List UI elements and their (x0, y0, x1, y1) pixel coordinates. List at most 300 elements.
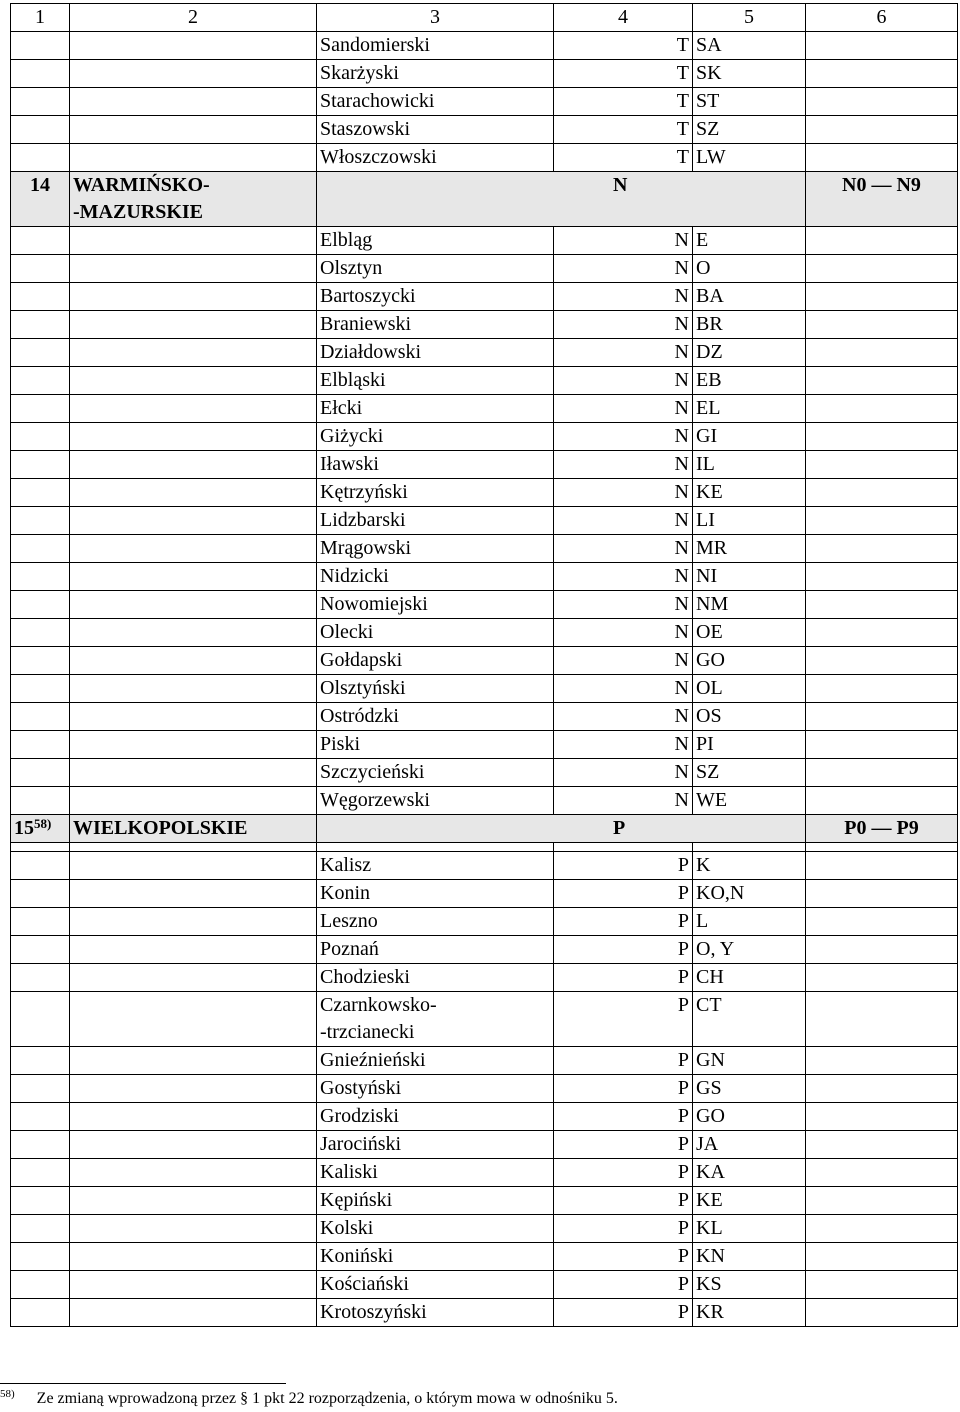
number-cell (11, 255, 70, 283)
table-row (11, 908, 958, 936)
table-row (11, 563, 958, 591)
number-cell (11, 703, 70, 731)
range-cell (806, 563, 958, 591)
spacer-cell (11, 843, 70, 852)
range-cell (806, 992, 958, 1047)
voivodeship-cell (70, 563, 317, 591)
county-name: Jarociński (317, 1131, 554, 1159)
county-name: Włoszczowski (317, 144, 554, 172)
voivodeship-range: P0 — P9 (806, 815, 958, 843)
county-code: SK (693, 60, 806, 88)
voivodeship-cell (70, 675, 317, 703)
range-cell (806, 395, 958, 423)
table-row (11, 227, 958, 255)
voivodeship-cell (70, 936, 317, 964)
voivodeship-cell (70, 647, 317, 675)
county-code: KR (693, 1299, 806, 1327)
table-row (11, 852, 958, 880)
region-letter: N (554, 255, 693, 283)
table-row (11, 1215, 958, 1243)
footnote (0, 1389, 618, 1409)
voivodeship-cell (70, 759, 317, 787)
range-cell (806, 1215, 958, 1243)
registration-codes-table (10, 3, 958, 1327)
spacer-cell (693, 843, 806, 852)
voivodeship-cell (70, 60, 317, 88)
region-letter: P (554, 1075, 693, 1103)
range-cell (806, 619, 958, 647)
county-name: Olsztyński (317, 675, 554, 703)
range-cell (806, 88, 958, 116)
range-cell (806, 32, 958, 60)
table-row (11, 675, 958, 703)
county-code: SZ (693, 116, 806, 144)
county-code: KL (693, 1215, 806, 1243)
range-cell (806, 1103, 958, 1131)
region-letter: N (554, 479, 693, 507)
county-name: Olecki (317, 619, 554, 647)
county-code: OL (693, 675, 806, 703)
table-row (11, 703, 958, 731)
table-row (11, 936, 958, 964)
region-letter: T (554, 144, 693, 172)
county-name: Chodzieski (317, 964, 554, 992)
county-name: Mrągowski (317, 535, 554, 563)
county-name: Staszowski (317, 116, 554, 144)
county-name: Kalisz (317, 852, 554, 880)
number-cell (11, 852, 70, 880)
voivodeship-cell (70, 1243, 317, 1271)
county-name: Olsztyn (317, 255, 554, 283)
county-code: MR (693, 535, 806, 563)
voivodeship-cell (70, 367, 317, 395)
range-cell (806, 283, 958, 311)
region-letter: N (554, 563, 693, 591)
voivodeship-cell (70, 339, 317, 367)
county-code: E (693, 227, 806, 255)
table-row (11, 144, 958, 172)
voivodeship-number-text: 15 (14, 817, 34, 839)
table-row (11, 451, 958, 479)
region-letter: N (554, 423, 693, 451)
county-name: Elbląg (317, 227, 554, 255)
county-code: PI (693, 731, 806, 759)
table-row (11, 1103, 958, 1131)
table-row (11, 1131, 958, 1159)
region-letter: N (554, 619, 693, 647)
table-row (11, 395, 958, 423)
voivodeship-cell (70, 255, 317, 283)
region-letter: N (554, 367, 693, 395)
county-name: Koniński (317, 1243, 554, 1271)
table-row (11, 759, 958, 787)
county-code: OE (693, 619, 806, 647)
range-cell (806, 1075, 958, 1103)
table-row (11, 1187, 958, 1215)
range-cell (806, 1159, 958, 1187)
region-letter: N (554, 311, 693, 339)
voivodeship-name-line2: -MAZURSKIE (73, 201, 204, 223)
county-code: JA (693, 1131, 806, 1159)
spacer-row (11, 843, 958, 852)
number-cell (11, 992, 70, 1047)
region-letter: T (554, 116, 693, 144)
region-letter: P (554, 880, 693, 908)
county-name: Gostyński (317, 1075, 554, 1103)
region-letter: N (554, 787, 693, 815)
county-code: GS (693, 1075, 806, 1103)
county-name: Kościański (317, 1271, 554, 1299)
voivodeship-cell (70, 1187, 317, 1215)
county-name (317, 992, 554, 1047)
region-letter: N (554, 451, 693, 479)
spacer-cell (554, 843, 693, 852)
range-cell (806, 964, 958, 992)
table-row (11, 507, 958, 535)
voivodeship-cell (70, 451, 317, 479)
table-row (11, 116, 958, 144)
number-cell (11, 591, 70, 619)
number-cell (11, 563, 70, 591)
county-code: LW (693, 144, 806, 172)
range-cell (806, 367, 958, 395)
county-code: CT (693, 992, 806, 1047)
county-code: KE (693, 479, 806, 507)
number-cell (11, 1299, 70, 1327)
county-name: Skarżyski (317, 60, 554, 88)
col-number-6: 6 (806, 4, 958, 32)
county-name: Gołdapski (317, 647, 554, 675)
number-cell (11, 283, 70, 311)
voivodeship-cell (70, 507, 317, 535)
table-row (11, 619, 958, 647)
region-letter: N (554, 759, 693, 787)
voivodeship-letter: P (317, 815, 806, 843)
county-name: Sandomierski (317, 32, 554, 60)
number-cell (11, 1187, 70, 1215)
spacer-cell (317, 843, 554, 852)
county-name: Braniewski (317, 311, 554, 339)
range-cell (806, 675, 958, 703)
range-cell (806, 1131, 958, 1159)
county-code: NM (693, 591, 806, 619)
voivodeship-cell (70, 1215, 317, 1243)
county-name: Węgorzewski (317, 787, 554, 815)
range-cell (806, 479, 958, 507)
region-letter: T (554, 88, 693, 116)
county-code: L (693, 908, 806, 936)
county-name: Krotoszyński (317, 1299, 554, 1327)
voivodeship-cell (70, 423, 317, 451)
voivodeship-row-14 (11, 172, 958, 227)
county-code: SZ (693, 759, 806, 787)
region-letter: P (554, 1299, 693, 1327)
number-cell (11, 1131, 70, 1159)
col-number-1: 1 (11, 4, 70, 32)
voivodeship-cell (70, 1131, 317, 1159)
table-row (11, 311, 958, 339)
county-name: Kaliski (317, 1159, 554, 1187)
number-cell (11, 1159, 70, 1187)
county-code: KS (693, 1271, 806, 1299)
voivodeship-row-15 (11, 815, 958, 843)
voivodeship-cell (70, 88, 317, 116)
voivodeship-cell (70, 227, 317, 255)
range-cell (806, 507, 958, 535)
county-code: WE (693, 787, 806, 815)
number-cell (11, 731, 70, 759)
county-code: K (693, 852, 806, 880)
region-letter: T (554, 32, 693, 60)
range-cell (806, 1047, 958, 1075)
range-cell (806, 1243, 958, 1271)
footnote-separator (0, 1383, 286, 1384)
range-cell (806, 759, 958, 787)
county-code: NI (693, 563, 806, 591)
voivodeship-cell (70, 703, 317, 731)
county-name: Kętrzyński (317, 479, 554, 507)
county-code: KO,N (693, 880, 806, 908)
county-name: Ełcki (317, 395, 554, 423)
county-code: KN (693, 1243, 806, 1271)
range-cell (806, 451, 958, 479)
voivodeship-cell (70, 880, 317, 908)
range-cell (806, 1271, 958, 1299)
voivodeship-cell (70, 619, 317, 647)
range-cell (806, 311, 958, 339)
number-cell (11, 60, 70, 88)
county-code: CH (693, 964, 806, 992)
range-cell (806, 227, 958, 255)
table-row (11, 880, 958, 908)
county-code: KE (693, 1187, 806, 1215)
number-cell (11, 507, 70, 535)
range-cell (806, 591, 958, 619)
spacer-cell (70, 843, 317, 852)
voivodeship-cell (70, 852, 317, 880)
table-row (11, 535, 958, 563)
table-row (11, 992, 958, 1047)
range-cell (806, 535, 958, 563)
number-cell (11, 759, 70, 787)
number-cell (11, 1271, 70, 1299)
range-cell (806, 936, 958, 964)
voivodeship-number: 14 (11, 172, 70, 227)
footnote-text: Ze zmianą wprowadzoną przez § 1 pkt 22 rozporządzenia, o którym mowa w odnośniku 5. (36, 1390, 618, 1407)
table-row (11, 283, 958, 311)
voivodeship-cell (70, 144, 317, 172)
column-numbers-row (11, 4, 958, 32)
voivodeship-cell (70, 731, 317, 759)
region-letter: N (554, 395, 693, 423)
range-cell (806, 423, 958, 451)
county-code: BA (693, 283, 806, 311)
county-code: GO (693, 1103, 806, 1131)
county-code: O (693, 255, 806, 283)
number-cell (11, 395, 70, 423)
voivodeship-cell (70, 535, 317, 563)
county-name: Kępiński (317, 1187, 554, 1215)
region-letter: P (554, 1103, 693, 1131)
county-name: Nowomiejski (317, 591, 554, 619)
voivodeship-cell (70, 1299, 317, 1327)
range-cell (806, 1299, 958, 1327)
region-letter: P (554, 1271, 693, 1299)
spacer-cell (806, 843, 958, 852)
range-cell (806, 60, 958, 88)
number-cell (11, 339, 70, 367)
voivodeship-cell (70, 1271, 317, 1299)
region-letter: N (554, 591, 693, 619)
voivodeship-number (11, 815, 70, 843)
number-cell (11, 88, 70, 116)
county-code: BR (693, 311, 806, 339)
col-number-2: 2 (70, 4, 317, 32)
footnote-ref: 58) (0, 1388, 15, 1400)
number-cell (11, 423, 70, 451)
number-cell (11, 787, 70, 815)
range-cell (806, 880, 958, 908)
county-code: O, Y (693, 936, 806, 964)
number-cell (11, 619, 70, 647)
county-name: Działdowski (317, 339, 554, 367)
county-name: Kolski (317, 1215, 554, 1243)
county-code: OS (693, 703, 806, 731)
region-letter: N (554, 283, 693, 311)
voivodeship-cell (70, 395, 317, 423)
footnote-marker: 58) (34, 816, 52, 831)
table-row (11, 88, 958, 116)
county-name: Bartoszycki (317, 283, 554, 311)
number-cell (11, 1047, 70, 1075)
number-cell (11, 1075, 70, 1103)
county-name: Piski (317, 731, 554, 759)
table-row (11, 964, 958, 992)
county-name: Nidzicki (317, 563, 554, 591)
voivodeship-cell (70, 908, 317, 936)
number-cell (11, 908, 70, 936)
county-code: GO (693, 647, 806, 675)
region-letter: N (554, 731, 693, 759)
region-letter: P (554, 964, 693, 992)
number-cell (11, 1243, 70, 1271)
table-row (11, 647, 958, 675)
county-name: Elbląski (317, 367, 554, 395)
number-cell (11, 32, 70, 60)
table-row (11, 1047, 958, 1075)
region-letter: N (554, 675, 693, 703)
region-letter: P (554, 992, 693, 1047)
table-row (11, 591, 958, 619)
table-row (11, 1271, 958, 1299)
county-code: GI (693, 423, 806, 451)
range-cell (806, 1187, 958, 1215)
county-name: Konin (317, 880, 554, 908)
table-row (11, 1159, 958, 1187)
county-name: Grodziski (317, 1103, 554, 1131)
table-row (11, 255, 958, 283)
voivodeship-name-line1: WARMIŃSKO- (73, 174, 210, 196)
number-cell (11, 116, 70, 144)
range-cell (806, 731, 958, 759)
number-cell (11, 1103, 70, 1131)
voivodeship-cell (70, 311, 317, 339)
region-letter: N (554, 647, 693, 675)
region-letter: P (554, 1215, 693, 1243)
county-code: KA (693, 1159, 806, 1187)
county-code: EB (693, 367, 806, 395)
table-row (11, 787, 958, 815)
range-cell (806, 255, 958, 283)
county-name: Starachowicki (317, 88, 554, 116)
county-name: Lidzbarski (317, 507, 554, 535)
voivodeship-letter: N (317, 172, 806, 227)
region-letter: P (554, 1131, 693, 1159)
county-code: GN (693, 1047, 806, 1075)
number-cell (11, 451, 70, 479)
number-cell (11, 311, 70, 339)
number-cell (11, 227, 70, 255)
number-cell (11, 535, 70, 563)
table-row (11, 367, 958, 395)
region-letter: N (554, 535, 693, 563)
county-code: IL (693, 451, 806, 479)
region-letter: N (554, 227, 693, 255)
county-code: DZ (693, 339, 806, 367)
range-cell (806, 787, 958, 815)
region-letter: P (554, 1187, 693, 1215)
county-code: ST (693, 88, 806, 116)
table-row (11, 60, 958, 88)
region-letter: P (554, 936, 693, 964)
county-name: Szczycieński (317, 759, 554, 787)
range-cell (806, 908, 958, 936)
county-code: SA (693, 32, 806, 60)
county-name: Leszno (317, 908, 554, 936)
number-cell (11, 964, 70, 992)
county-name: Poznań (317, 936, 554, 964)
number-cell (11, 144, 70, 172)
table-row (11, 32, 958, 60)
region-letter: P (554, 1047, 693, 1075)
voivodeship-cell (70, 116, 317, 144)
number-cell (11, 479, 70, 507)
county-name-line1: Czarnkowsko- (320, 994, 437, 1016)
range-cell (806, 339, 958, 367)
county-name: Ostródzki (317, 703, 554, 731)
region-letter: N (554, 507, 693, 535)
voivodeship-cell (70, 1103, 317, 1131)
county-name-line2: -trzcianecki (320, 1021, 415, 1043)
number-cell (11, 880, 70, 908)
table-row (11, 1243, 958, 1271)
region-letter: P (554, 908, 693, 936)
county-code: EL (693, 395, 806, 423)
range-cell (806, 144, 958, 172)
number-cell (11, 936, 70, 964)
voivodeship-name: WIELKOPOLSKIE (70, 815, 317, 843)
voivodeship-cell (70, 1159, 317, 1187)
number-cell (11, 675, 70, 703)
voivodeship-name (70, 172, 317, 227)
number-cell (11, 647, 70, 675)
voivodeship-cell (70, 479, 317, 507)
table-row (11, 479, 958, 507)
voivodeship-cell (70, 32, 317, 60)
range-cell (806, 647, 958, 675)
table-row (11, 423, 958, 451)
county-name: Iławski (317, 451, 554, 479)
